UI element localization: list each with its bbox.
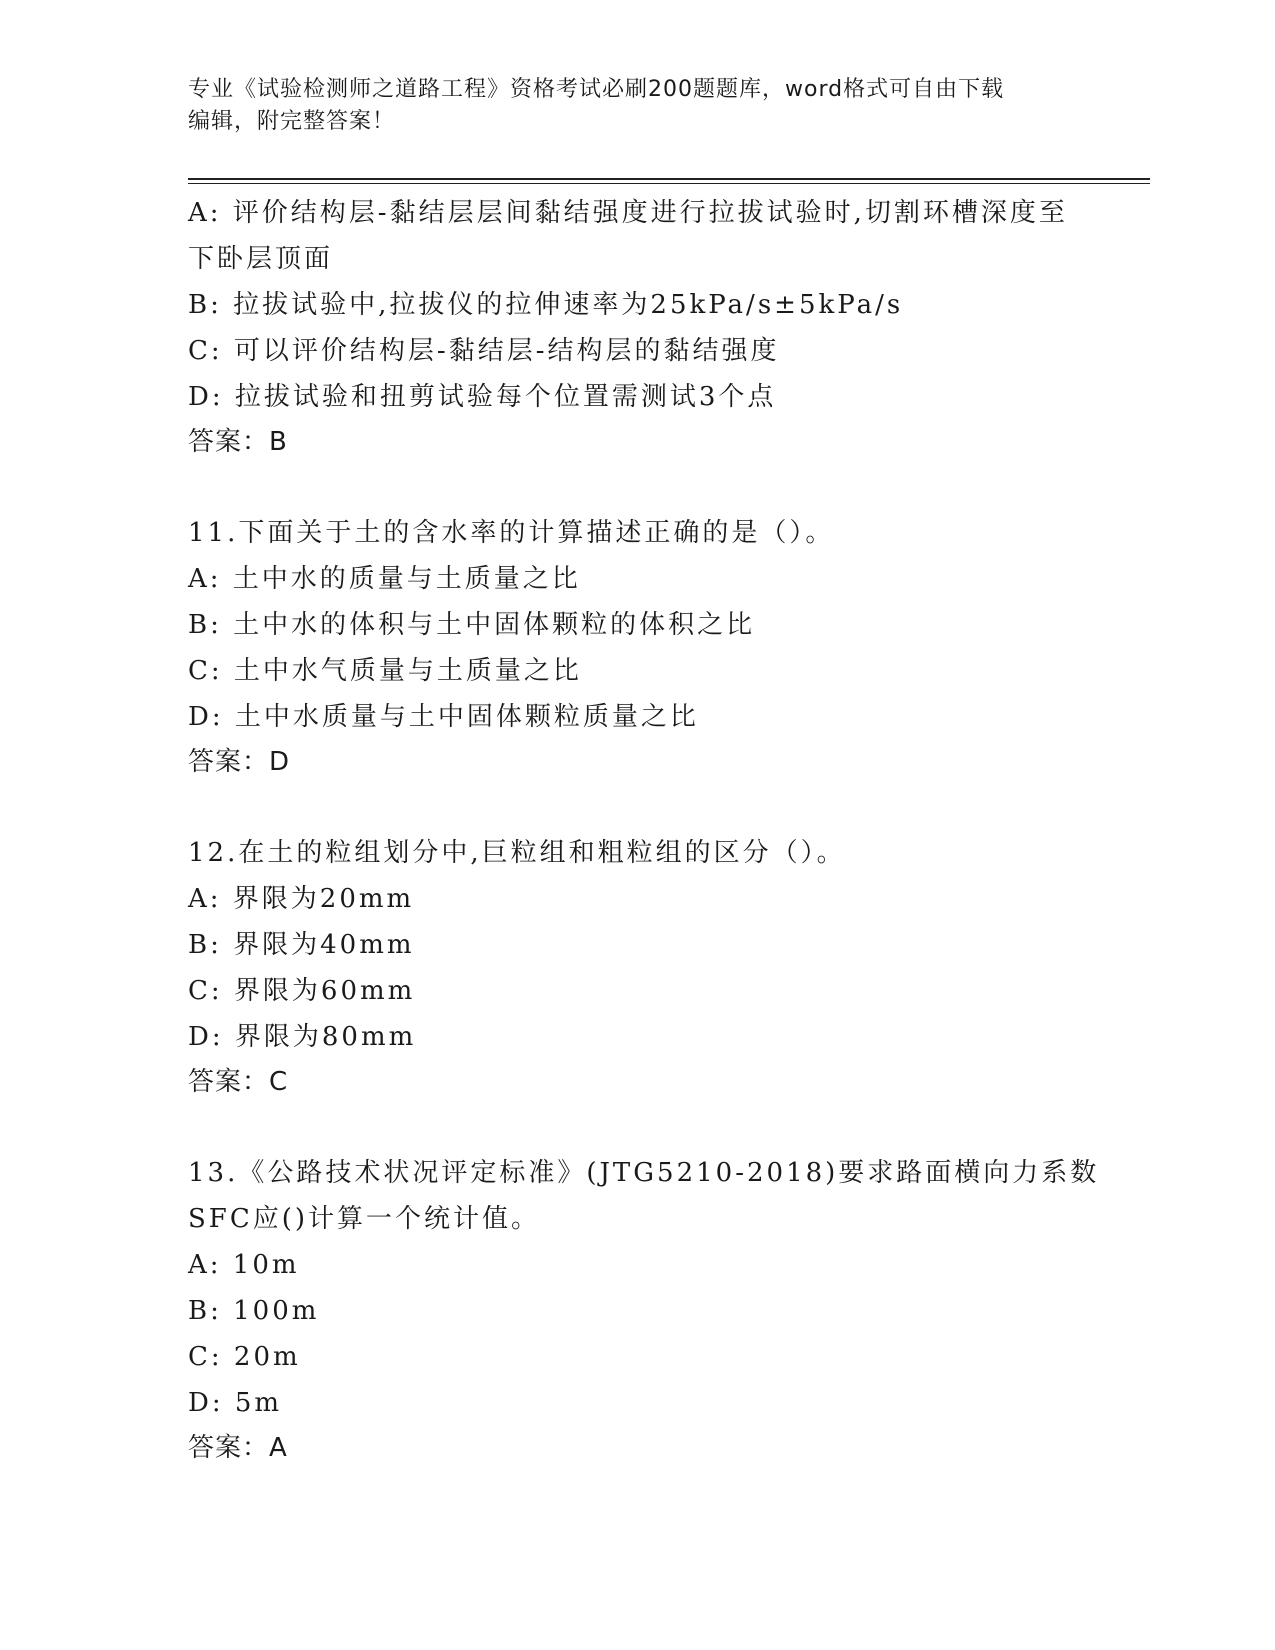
option-d: D: 土中水质量与土中固体颗粒质量之比 bbox=[188, 702, 699, 732]
spacer bbox=[188, 784, 1088, 830]
answer-line: 答案：B bbox=[188, 427, 288, 457]
question-10-continued bbox=[188, 190, 1088, 464]
option-a: A: 土中水的质量与土质量之比 bbox=[188, 564, 581, 594]
option-a-continued: 下卧层顶面 bbox=[188, 244, 334, 274]
option-c: C: 20m bbox=[188, 1342, 301, 1372]
option-a: A: 评价结构层-黏结层层间黏结强度进行拉拔试验时,切割环槽深度至 bbox=[188, 198, 1068, 228]
answer-line: 答案：D bbox=[188, 747, 291, 777]
option-a: A: 10m bbox=[188, 1250, 300, 1280]
spacer bbox=[188, 464, 1088, 510]
question-stem-continued: SFC应()计算一个统计值。 bbox=[188, 1204, 541, 1234]
option-c: C: 界限为60mm bbox=[188, 976, 416, 1006]
option-d: D: 拉拔试验和扭剪试验每个位置需测试3个点 bbox=[188, 382, 777, 412]
header-divider-thick bbox=[188, 178, 1150, 180]
question-stem: 13.《公路技术状况评定标准》(JTG5210-2018)要求路面横向力系数 bbox=[188, 1158, 1100, 1188]
answer-line: 答案：C bbox=[188, 1067, 289, 1097]
header-line-2: 编辑，附完整答案！ bbox=[188, 109, 396, 134]
option-b: B: 土中水的体积与土中固体颗粒的体积之比 bbox=[188, 610, 756, 640]
option-b: B: 拉拔试验中,拉拔仪的拉伸速率为25kPa/s±5kPa/s bbox=[188, 290, 904, 320]
question-12 bbox=[188, 830, 1088, 1104]
option-b: B: 100m bbox=[188, 1296, 320, 1326]
header-line-1: 专业《试验检测师之道路工程》资格考试必刷200题题库，word格式可自由下载 bbox=[188, 77, 1005, 102]
spacer bbox=[188, 1104, 1088, 1150]
option-d: D: 5m bbox=[188, 1388, 283, 1418]
question-stem: 12.在土的粒组划分中,巨粒组和粗粒组的区分（）。 bbox=[188, 838, 846, 868]
option-d: D: 界限为80mm bbox=[188, 1022, 417, 1052]
question-11 bbox=[188, 510, 1088, 784]
question-stem: 11.下面关于土的含水率的计算描述正确的是（）。 bbox=[188, 518, 835, 548]
option-c: C: 可以评价结构层-黏结层-结构层的黏结强度 bbox=[188, 336, 780, 366]
document-body bbox=[188, 190, 1100, 1470]
header-divider-thin bbox=[188, 183, 1150, 184]
option-c: C: 土中水气质量与土质量之比 bbox=[188, 656, 582, 686]
option-a: A: 界限为20mm bbox=[188, 884, 415, 914]
document-header bbox=[188, 74, 1068, 138]
answer-line: 答案：A bbox=[188, 1433, 288, 1463]
question-13 bbox=[188, 1150, 1100, 1470]
option-b: B: 界限为40mm bbox=[188, 930, 415, 960]
